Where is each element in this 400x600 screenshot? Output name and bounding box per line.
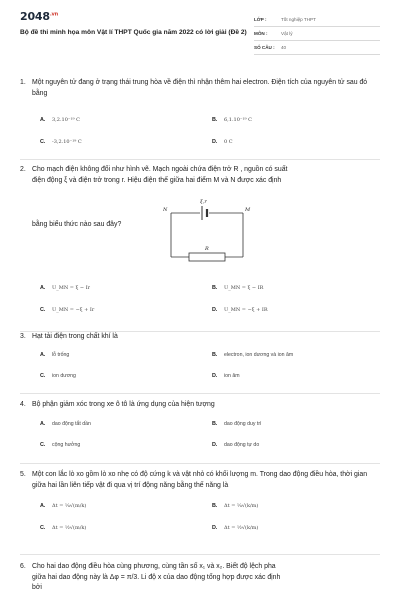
option-d[interactable] (212, 307, 268, 313)
option-letter: D. (212, 372, 218, 379)
question-stem (20, 562, 380, 594)
option-a[interactable] (40, 503, 86, 509)
meta-key: MÔN : (254, 31, 268, 36)
option-value: Δt = ¼√(k/m) (224, 503, 259, 510)
option-c[interactable] (40, 525, 86, 531)
question-text-line: điện động ξ và điện trở trong r. Hiệu điện thế giữa hai điểm M và N được xác định (32, 176, 282, 184)
option-letter: B. (212, 420, 218, 427)
option-d[interactable] (212, 373, 240, 379)
question-text-line: giữa hai dao động này là Δφ = π/3. Li độ x của dao động tổng hợp được xác định (32, 573, 281, 581)
option-letter: A. (40, 117, 46, 124)
option-value: U_MN = −ξ + IR (224, 306, 268, 313)
option-value: lỗ trống (52, 351, 70, 358)
question-4 (20, 400, 380, 464)
option-b[interactable] (212, 421, 262, 427)
question-5 (20, 470, 380, 555)
logo-suffix: .vn (49, 11, 58, 18)
option-letter: B. (212, 284, 218, 291)
option-value: cộng hưởng (52, 441, 81, 448)
question-6 (20, 562, 380, 600)
option-value: -3,2.10⁻¹⁹ C (52, 139, 82, 146)
question-number: 2. (20, 166, 26, 173)
option-a[interactable] (40, 421, 91, 427)
option-value: dao động duy trì (224, 420, 262, 427)
option-value: 3,2.10⁻¹⁹ C (52, 117, 80, 124)
option-letter: C. (40, 306, 46, 313)
option-letter: B. (212, 351, 218, 358)
question-text-line: bởi (32, 584, 42, 592)
option-letter: A. (40, 351, 46, 358)
option-a[interactable] (40, 117, 80, 123)
node-m-label: M (245, 207, 251, 213)
option-letter: B. (212, 503, 218, 510)
option-value: 0 C (224, 139, 233, 146)
option-a[interactable] (40, 285, 90, 291)
logo-text: 2048 (20, 10, 50, 23)
question-number: 3. (20, 333, 26, 340)
question-1 (20, 78, 380, 160)
option-a[interactable] (40, 352, 69, 358)
option-letter: B. (212, 117, 218, 124)
site-logo[interactable] (20, 10, 58, 23)
option-value: 6,1.10⁻¹⁹ C (224, 117, 252, 124)
question-text-line: Cho mạch điện không đổi như hình vẽ. Mạch ngoài chứa điện trở R , nguồn có suất (32, 166, 288, 173)
question-number: 4. (20, 401, 26, 408)
option-letter: A. (40, 284, 46, 291)
question-text-wrap (32, 562, 380, 594)
option-b[interactable] (212, 503, 258, 509)
question-number: 5. (20, 471, 26, 478)
question-number: 6. (20, 563, 26, 570)
question-text: Bộ phận giảm xóc trong xe ô tô là ứng dụng của hiện tượng (32, 401, 215, 408)
option-value: ion dương (52, 372, 76, 379)
option-value: U_MN = ξ − IR (224, 284, 264, 291)
question-stem (20, 332, 380, 343)
option-letter: C. (40, 372, 46, 379)
option-c[interactable] (40, 442, 80, 448)
question-stem (20, 470, 380, 491)
option-letter: D. (212, 525, 218, 532)
meta-row-count (254, 41, 380, 55)
option-value: U_MN = ξ − Ir (52, 284, 91, 291)
meta-key: LỚP : (254, 17, 267, 22)
option-value: ion âm (224, 372, 240, 379)
option-d[interactable] (212, 525, 258, 531)
circuit-diagram (163, 195, 253, 270)
option-letter: C. (40, 525, 46, 532)
meta-row-grade (254, 13, 380, 27)
question-text-line: bằng biểu thức nào sau đây? (32, 221, 122, 229)
document-title: Bộ đề thi minh họa môn Vật lí THPT Quốc gia năm 2022 có lời giải (Đề 2) (20, 29, 247, 36)
option-value: Δt = ½√(m/k) (52, 525, 87, 532)
question-text: Một con lắc lò xo gồm lò xo nhẹ có độ cứng k và vật nhỏ có khối lượng m. Trong dao động điều hòa, thời gian giữa hai lần liên tiếp vật đi qua vị trí động năng bằng thế năng là (32, 471, 368, 489)
option-c[interactable] (40, 373, 76, 379)
meta-key: SỐ CÂU : (254, 45, 275, 50)
option-letter: C. (40, 441, 46, 448)
option-letter: A. (40, 420, 46, 427)
option-b[interactable] (212, 352, 293, 358)
resistor-symbol (189, 253, 225, 261)
source-label: ξ,r (200, 199, 207, 205)
meta-value: Tốt nghiệp THPT (281, 17, 316, 22)
resistor-label: R (205, 246, 209, 252)
option-c[interactable] (40, 307, 94, 313)
meta-value: Vật lý (281, 31, 293, 36)
document-meta (254, 13, 380, 55)
question-3 (20, 332, 380, 394)
option-letter: C. (40, 139, 46, 146)
option-letter: D. (212, 139, 218, 146)
option-value: Δt = ¼√(m/k) (52, 503, 87, 510)
option-b[interactable] (212, 285, 263, 291)
option-b[interactable] (212, 117, 252, 123)
option-letter: A. (40, 503, 46, 510)
option-d[interactable] (212, 139, 233, 145)
question-text-line: Cho hai dao động điều hòa cùng phương, cùng tần số x₁ và x₂. Biết độ lệch pha (32, 563, 276, 570)
option-value: dao động tắt dần (52, 420, 91, 427)
option-value: U_MN = −ξ + Ir (52, 306, 95, 313)
question-text: Hạt tải điện trong chất khí là (32, 333, 118, 340)
question-text: Một nguyên tử đang ở trạng thái trung hòa về điện thì nhận thêm hai electron. Điện tích của nguyên tử sau đó bằng (32, 79, 368, 97)
meta-value: 40 (281, 45, 287, 50)
document-header (0, 0, 400, 62)
option-value: dao động tự do (224, 441, 260, 448)
node-n-label: N (163, 207, 168, 213)
question-stem (20, 400, 380, 411)
option-value: Δt = ½√(k/m) (224, 525, 259, 532)
option-letter: D. (212, 441, 218, 448)
question-stem (20, 78, 380, 99)
meta-row-subject (254, 27, 380, 41)
option-value: electron, ion dương và ion âm (224, 351, 294, 358)
option-c[interactable] (40, 139, 82, 145)
option-d[interactable] (212, 442, 259, 448)
question-number: 1. (20, 79, 26, 86)
option-letter: D. (212, 306, 218, 313)
